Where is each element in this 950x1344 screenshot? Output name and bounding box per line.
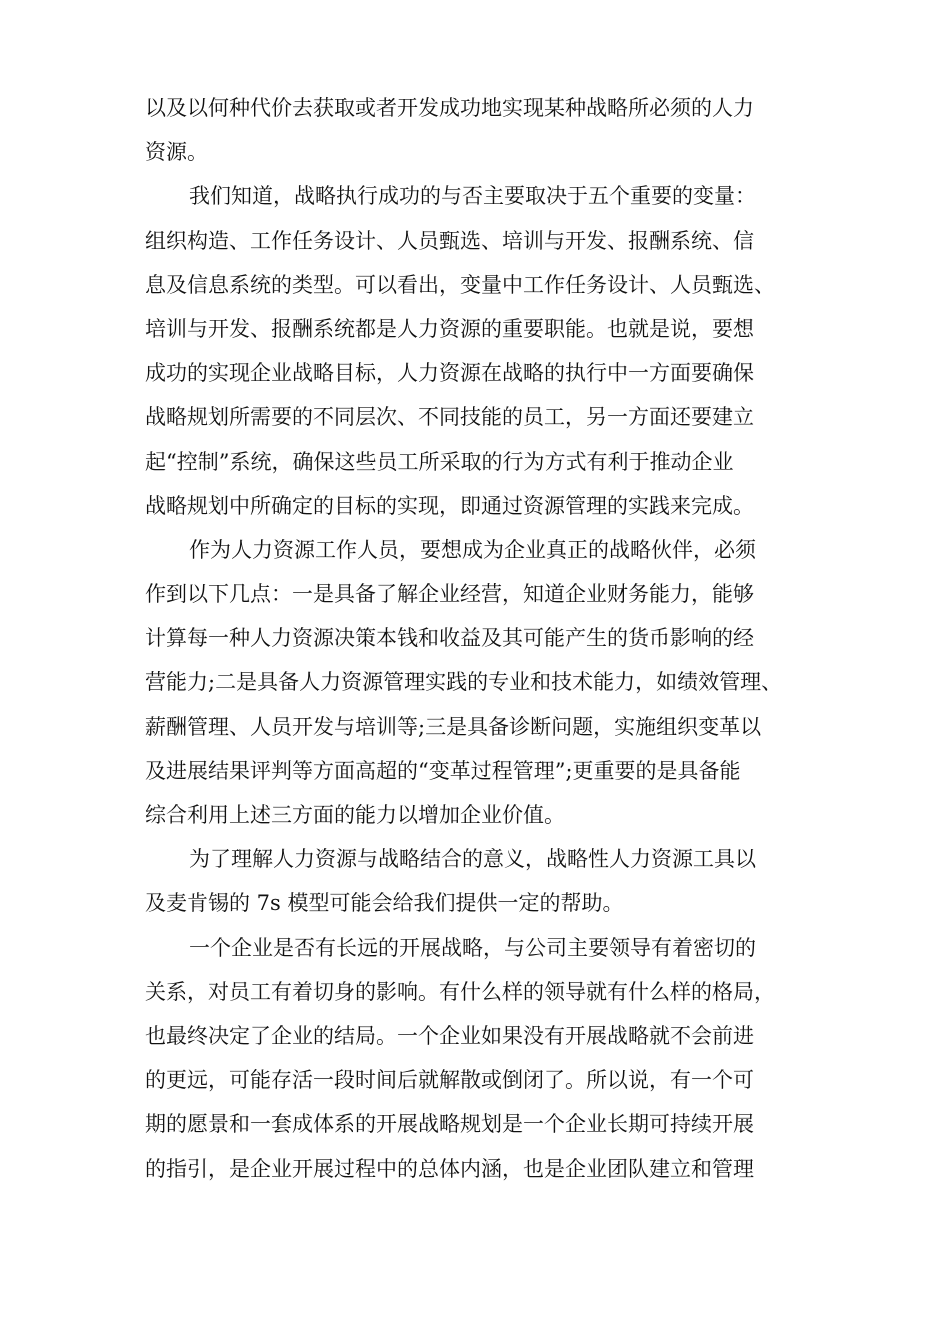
text-line: 关系，对员工有着切身的影响。有什么样的领导就有什么样的格局， [145,979,775,1004]
text-line: 作为人力资源工作人员，要想成为企业真正的战略伙伴，必须 [189,537,756,562]
text-line: 期的愿景和一套成体系的开展战略规划是一个企业长期可持续开展 [145,1112,754,1137]
document-body [145,86,845,1191]
text-line: 战略规划所需要的不同层次、不同技能的员工，另一方面还要建立 [145,405,754,430]
text-line: 息及信息系统的类型。可以看出，变量中工作任务设计、人员甄选、 [145,272,775,297]
text-line: 营能力;二是具备人力资源管理实践的专业和技术能力，如绩效管理、 [145,670,783,695]
text-line: 培训与开发、报酬系统都是人力资源的重要职能。也就是说，要想 [145,316,754,341]
text-line: 及进展结果评判等方面高超的“变革过程管理”;更重要的是具备能 [145,758,741,783]
text-line: 作到以下几点：一是具备了解企业经营，知道企业财务能力，能够 [145,582,754,607]
text-line: 起“控制”系统，确保这些员工所采取的行为方式有利于推动企业 [145,449,734,474]
text-line: 组织构造、工作任务设计、人员甄选、培训与开发、报酬系统、信 [145,228,754,253]
text-line: 为了理解人力资源与战略结合的意义，战略性人力资源工具以 [189,847,756,872]
text-line: 成功的实现企业战略目标，人力资源在战略的执行中一方面要确保 [145,361,754,386]
text-line: 综合利用上述三方面的能力以增加企业价值。 [145,803,565,827]
text-line: 计算每一种人力资源决策本钱和收益及其可能产生的货币影响的经 [145,626,754,651]
text-line: 一个企业是否有长远的开展战略，与公司主要领导有着密切的 [189,935,756,960]
text-line: 的更远，可能存活一段时间后就解散或倒闭了。所以说，有一个可 [145,1068,754,1093]
text-line: 以及以何种代价去获取或者开发成功地实现某种战略所必须的人力 [145,96,754,120]
text-line: 的指引，是企业开展过程中的总体内涵，也是企业团队建立和管理 [145,1156,754,1181]
text-line: 薪酬管理、人员开发与培训等;三是具备诊断问题，实施组织变革以 [145,714,762,739]
text-line: 也最终决定了企业的结局。一个企业如果没有开展战略就不会前进 [145,1023,754,1048]
text-line: 我们知道，战略执行成功的与否主要取决于五个重要的变量： [189,184,756,209]
text-line: 及麦肯锡的 7s 模型可能会给我们提供一定的帮助。 [145,891,624,916]
text-line: 战略规划中所确定的目标的实现，即通过资源管理的实践来完成。 [145,493,754,518]
text-line: 资源。 [145,140,208,165]
